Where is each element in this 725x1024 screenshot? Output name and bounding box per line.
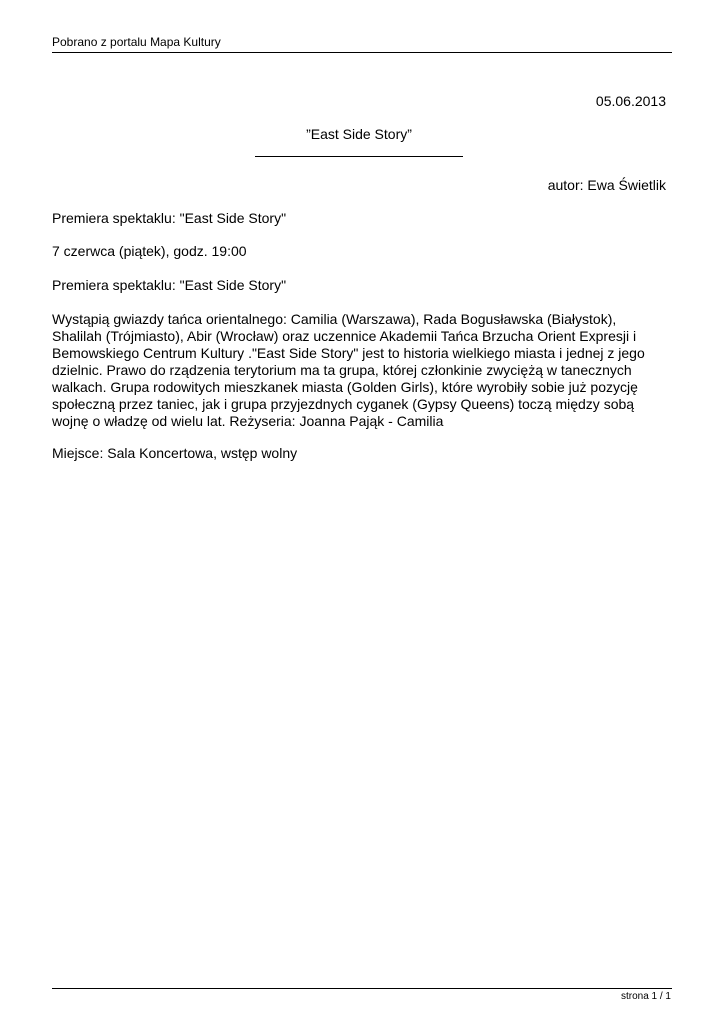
- paragraph-venue: Miejsce: Sala Koncertowa, wstęp wolny: [52, 445, 298, 461]
- source-label: Pobrano z portalu Mapa Kultury: [52, 35, 221, 49]
- header-divider: [52, 52, 672, 53]
- paragraph-premiere-repeat: Premiera spektaklu: "East Side Story": [52, 277, 287, 293]
- footer-divider: [52, 988, 672, 989]
- page-number: strona 1 / 1: [620, 991, 671, 1002]
- paragraph-event-time: 7 czerwca (piątek), godz. 19:00: [52, 243, 247, 259]
- article-author: autor: Ewa Świetlik: [547, 177, 666, 193]
- paragraph-description: Wystąpią gwiazdy tańca orientalnego: Camilia (Warszawa), Rada Bogusławska (Białystok), Shalilah (Trójmiasto), Abir (Wrocław) oraz uczennice Akademii Tańca Brzucha Orient Expresji i Bemowskiego Centrum Kultury ."East Side Story" jest to historia wielkiego miasta i jednej z jego dzielnic. Prawo do rządzenia terytorium ma ta grupa, której członkinie zwyciężą w tanecznych walkach. Grupa rodowitych mieszkanek miasta (Golden Girls), które wyrobiły sobie już pozycję społeczną przez taniec, jak i grupa przyjezdnych cyganek (Gypsy Queens) toczą między sobą wojnę o władzę od wielu lat. Reżyseria: Joanna Pająk - Camilia: [52, 311, 645, 429]
- article-date: 05.06.2013: [595, 93, 666, 109]
- paragraph-premiere: Premiera spektaklu: "East Side Story": [52, 210, 287, 226]
- title-underline: [255, 156, 463, 157]
- article-title: ”East Side Story”: [306, 126, 412, 142]
